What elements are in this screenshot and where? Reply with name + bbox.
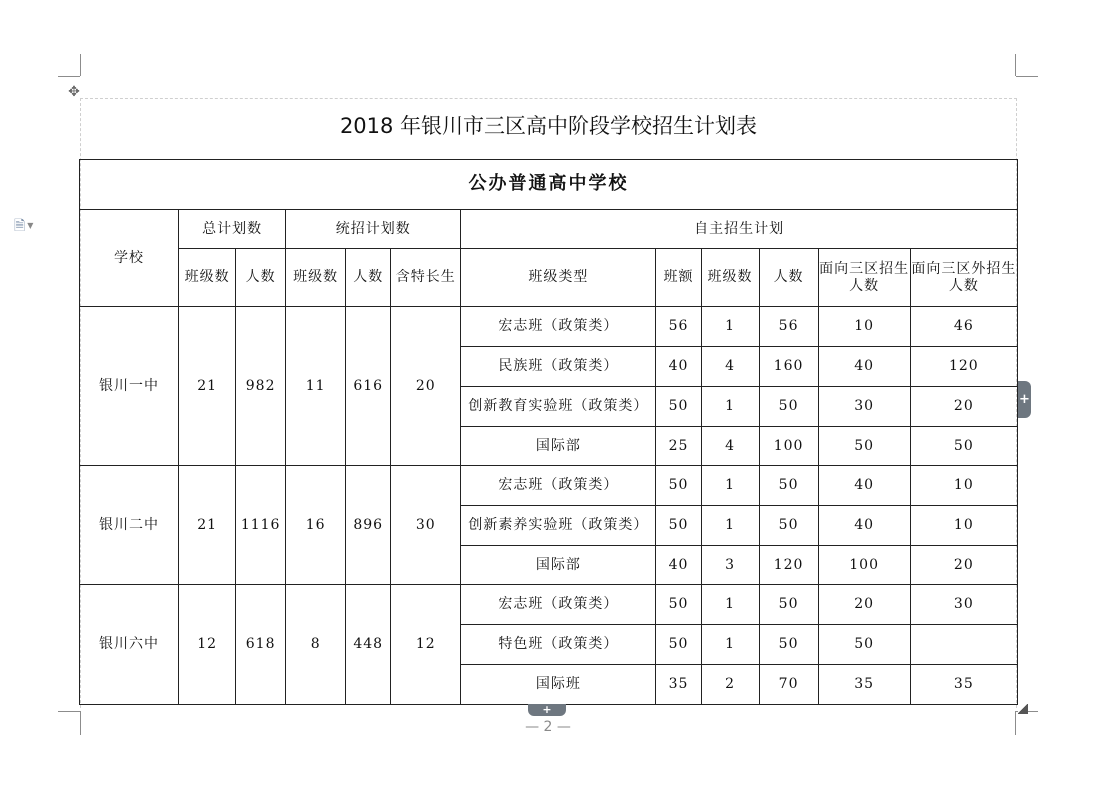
local-enroll: 40 [818, 506, 910, 546]
outside-enroll [910, 625, 1017, 665]
total-classes: 12 [179, 585, 236, 705]
people: 56 [759, 307, 818, 347]
outside-enroll: 10 [910, 466, 1017, 506]
move-icon[interactable]: ✥ [68, 84, 80, 100]
class-size: 50 [656, 585, 701, 625]
header-special-students: 含特长生 [391, 249, 461, 307]
class-count: 2 [701, 665, 759, 705]
header-unified-plan: 统招计划数 [286, 210, 461, 249]
header-total-plan: 总计划数 [179, 210, 286, 249]
class-type: 国际部 [461, 427, 656, 466]
chevron-down-icon[interactable]: ▼ [27, 221, 34, 230]
crop-mark-top-left [58, 76, 80, 77]
crop-mark-bottom-left [58, 711, 80, 712]
local-enroll: 35 [818, 665, 910, 705]
class-type: 创新素养实验班（政策类） [461, 506, 656, 546]
unified-people: 448 [346, 585, 391, 705]
header-people: 人数 [759, 249, 818, 307]
class-type: 特色班（政策类） [461, 625, 656, 665]
special-students: 30 [391, 466, 461, 585]
total-people: 1116 [236, 466, 286, 585]
class-type: 国际班 [461, 665, 656, 705]
outside-enroll: 120 [910, 347, 1017, 387]
class-count: 1 [701, 307, 759, 347]
special-students: 12 [391, 585, 461, 705]
class-type: 宏志班（政策类） [461, 585, 656, 625]
total-classes: 21 [179, 307, 236, 466]
people: 120 [759, 546, 818, 585]
header-class-size: 班额 [656, 249, 701, 307]
table-row [80, 585, 1018, 625]
class-size: 40 [656, 347, 701, 387]
header-local-enroll: 面向三区招生人数 [818, 249, 910, 307]
class-count: 1 [701, 585, 759, 625]
class-count: 4 [701, 427, 759, 466]
header-class-type: 班级类型 [461, 249, 656, 307]
crop-mark-bottom-right [1015, 711, 1016, 735]
school-name: 银川二中 [80, 466, 179, 585]
local-enroll: 30 [818, 387, 910, 427]
local-enroll: 50 [818, 427, 910, 466]
people: 70 [759, 665, 818, 705]
class-type: 创新教育实验班（政策类） [461, 387, 656, 427]
people: 160 [759, 347, 818, 387]
class-count: 1 [701, 506, 759, 546]
add-column-button[interactable]: + [1018, 381, 1031, 418]
unified-classes: 8 [286, 585, 346, 705]
unified-classes: 11 [286, 307, 346, 466]
table-row [80, 307, 1018, 347]
special-students: 20 [391, 307, 461, 466]
crop-mark-top-right [1016, 76, 1038, 77]
class-count: 4 [701, 347, 759, 387]
outside-enroll: 35 [910, 665, 1017, 705]
local-enroll: 40 [818, 466, 910, 506]
total-people: 982 [236, 307, 286, 466]
people: 50 [759, 585, 818, 625]
class-type: 国际部 [461, 546, 656, 585]
people: 50 [759, 625, 818, 665]
class-size: 50 [656, 387, 701, 427]
header-class-count: 班级数 [179, 249, 236, 307]
school-name: 银川一中 [80, 307, 179, 466]
class-type: 宏志班（政策类） [461, 466, 656, 506]
total-classes: 21 [179, 466, 236, 585]
class-count: 3 [701, 546, 759, 585]
class-type: 宏志班（政策类） [461, 307, 656, 347]
header-people: 人数 [346, 249, 391, 307]
document-title: 2018 年银川市三区高中阶段学校招生计划表 [339, 114, 758, 138]
outside-enroll: 20 [910, 546, 1017, 585]
outside-enroll: 20 [910, 387, 1017, 427]
header-class-count: 班级数 [701, 249, 759, 307]
local-enroll: 100 [818, 546, 910, 585]
outside-enroll: 46 [910, 307, 1017, 347]
add-row-button[interactable]: + [528, 704, 566, 716]
class-size: 25 [656, 427, 701, 466]
table-row [80, 466, 1018, 506]
local-enroll: 10 [818, 307, 910, 347]
class-size: 50 [656, 466, 701, 506]
class-count: 1 [701, 625, 759, 665]
unified-classes: 16 [286, 466, 346, 585]
class-size: 35 [656, 665, 701, 705]
document-icon[interactable]: 🗎 ▼ [14, 218, 34, 234]
class-type: 民族班（政策类） [461, 347, 656, 387]
class-size: 50 [656, 506, 701, 546]
page-number: — 2 — [525, 719, 571, 735]
school-name: 银川六中 [80, 585, 179, 705]
enrollment-plan-table [79, 159, 1018, 705]
crop-mark-top-right [1015, 54, 1016, 76]
outside-enroll: 10 [910, 506, 1017, 546]
total-people: 618 [236, 585, 286, 705]
header-independent-plan: 自主招生计划 [461, 210, 1018, 249]
people: 50 [759, 466, 818, 506]
people: 50 [759, 387, 818, 427]
section-title: 公办普通高中学校 [80, 160, 1018, 210]
crop-mark-top-left [80, 54, 81, 76]
people: 50 [759, 506, 818, 546]
local-enroll: 20 [818, 585, 910, 625]
unified-people: 896 [346, 466, 391, 585]
class-size: 50 [656, 625, 701, 665]
table-resize-handle[interactable] [1018, 704, 1028, 714]
class-count: 1 [701, 387, 759, 427]
unified-people: 616 [346, 307, 391, 466]
local-enroll: 50 [818, 625, 910, 665]
class-size: 56 [656, 307, 701, 347]
outside-enroll: 30 [910, 585, 1017, 625]
class-count: 1 [701, 466, 759, 506]
header-class-count: 班级数 [286, 249, 346, 307]
header-people: 人数 [236, 249, 286, 307]
class-size: 40 [656, 546, 701, 585]
crop-mark-bottom-left [80, 711, 81, 735]
people: 100 [759, 427, 818, 466]
outside-enroll: 50 [910, 427, 1017, 466]
header-school: 学校 [80, 210, 179, 307]
header-outside-enroll: 面向三区外招生人数 [910, 249, 1017, 307]
local-enroll: 40 [818, 347, 910, 387]
